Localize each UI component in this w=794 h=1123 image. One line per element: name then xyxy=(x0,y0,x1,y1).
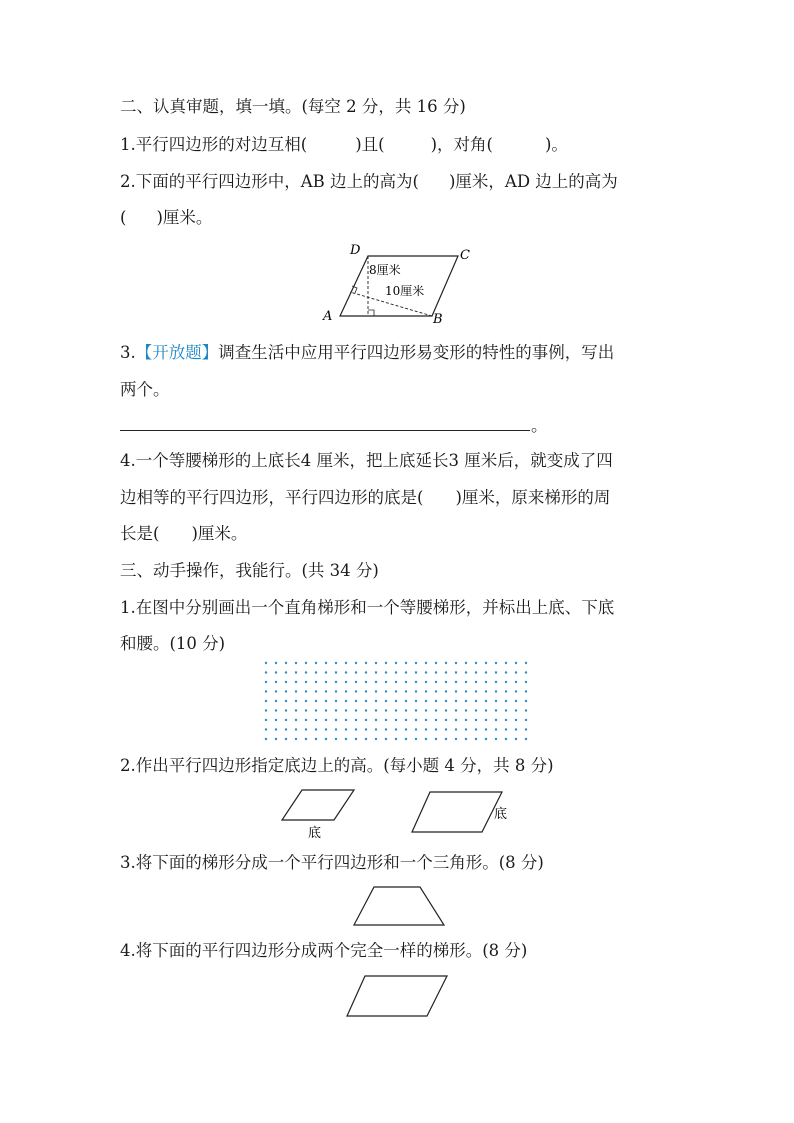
grid-dot xyxy=(445,671,447,673)
section2-title: 二、认真审题，填一填。(每空 2 分，共 16 分) xyxy=(120,97,466,116)
vertex-b: B xyxy=(433,312,443,327)
grid-dot xyxy=(505,728,507,730)
grid-dot xyxy=(335,690,337,692)
grid-dot xyxy=(505,690,507,692)
grid-dot xyxy=(495,700,497,702)
grid-dot xyxy=(395,671,397,673)
grid-dot xyxy=(475,719,477,721)
trapezoid-figure xyxy=(352,885,446,929)
grid-dot xyxy=(395,690,397,692)
grid-dot xyxy=(335,662,337,664)
q2-2-text-b: )厘米，AD 边上的高为 xyxy=(448,172,618,191)
grid-dot xyxy=(475,738,477,740)
grid-dot xyxy=(295,738,297,740)
grid-dot xyxy=(405,662,407,664)
grid-dot xyxy=(345,681,347,683)
q2-4-text-b: )厘米，原来梯形的周 xyxy=(455,488,611,507)
grid-dot xyxy=(285,681,287,683)
grid-dot xyxy=(405,738,407,740)
grid-dot xyxy=(355,671,357,673)
grid-dot xyxy=(525,662,527,664)
grid-dot xyxy=(425,738,427,740)
grid-dot xyxy=(415,690,417,692)
grid-dot xyxy=(365,662,367,664)
grid-dot xyxy=(295,671,297,673)
grid-dot xyxy=(475,709,477,711)
grid-dot xyxy=(325,719,327,721)
grid-dot xyxy=(285,719,287,721)
grid-dot xyxy=(275,738,277,740)
grid-dot xyxy=(375,738,377,740)
grid-dot xyxy=(335,671,337,673)
q2-4-line1: 4.一个等腰梯形的上底长4 厘米，把上底延长3 厘米后，就变成了四 xyxy=(120,451,613,470)
grid-dot xyxy=(305,690,307,692)
grid-dot xyxy=(345,738,347,740)
grid-dot xyxy=(425,671,427,673)
grid-dot xyxy=(295,662,297,664)
q3-3-text: 3.将下面的梯形分成一个平行四边形和一个三角形。(8 分) xyxy=(120,853,544,872)
right-angle-mark xyxy=(368,310,374,316)
grid-dot xyxy=(415,719,417,721)
grid-dot xyxy=(525,738,527,740)
grid-dot xyxy=(425,681,427,683)
grid-dot xyxy=(325,681,327,683)
grid-dot xyxy=(415,671,417,673)
grid-dot xyxy=(375,681,377,683)
q2-1-text-d: )。 xyxy=(544,135,568,154)
grid-dot xyxy=(525,681,527,683)
grid-dot xyxy=(275,690,277,692)
grid-dot xyxy=(375,690,377,692)
base-label: 底 xyxy=(308,826,322,841)
grid-dot xyxy=(325,738,327,740)
grid-dot xyxy=(395,662,397,664)
grid-dot xyxy=(455,671,457,673)
grid-dot xyxy=(515,738,517,740)
grid-dot xyxy=(375,728,377,730)
grid-dot xyxy=(445,719,447,721)
grid-dot xyxy=(265,709,267,711)
grid-dot xyxy=(355,690,357,692)
grid-dot xyxy=(505,719,507,721)
grid-dot xyxy=(455,709,457,711)
grid-dot xyxy=(475,700,477,702)
grid-dot xyxy=(455,738,457,740)
q2-1-text-c: )，对角( xyxy=(430,135,493,154)
grid-dot xyxy=(395,728,397,730)
grid-dot xyxy=(365,681,367,683)
grid-dot xyxy=(365,700,367,702)
grid-dot xyxy=(345,662,347,664)
grid-dot xyxy=(385,728,387,730)
grid-dot xyxy=(465,662,467,664)
grid-dot xyxy=(335,728,337,730)
q3-2-text: 2.作出平行四边形指定底边上的高。(每小题 4 分，共 8 分) xyxy=(120,756,554,775)
grid-dot xyxy=(495,662,497,664)
grid-dot xyxy=(495,719,497,721)
grid-dot xyxy=(325,728,327,730)
open-question-tag: 【开放题】 xyxy=(135,343,219,362)
grid-dot xyxy=(295,719,297,721)
grid-dot xyxy=(265,700,267,702)
grid-dot xyxy=(405,719,407,721)
grid-dot xyxy=(295,700,297,702)
grid-dot xyxy=(455,719,457,721)
grid-dot xyxy=(475,662,477,664)
grid-dot xyxy=(525,709,527,711)
grid-dot xyxy=(315,709,317,711)
q2-4-text-c: 长是( xyxy=(120,524,160,543)
grid-dot xyxy=(455,728,457,730)
grid-dot xyxy=(335,709,337,711)
grid-dot xyxy=(335,700,337,702)
grid-dot xyxy=(465,671,467,673)
grid-dot xyxy=(485,671,487,673)
grid-dot xyxy=(505,700,507,702)
q2-2-line2 xyxy=(120,210,212,227)
grid-dot xyxy=(345,671,347,673)
grid-dot xyxy=(305,681,307,683)
grid-dot xyxy=(525,728,527,730)
grid-dot xyxy=(285,662,287,664)
grid-dot xyxy=(465,709,467,711)
grid-dot xyxy=(275,709,277,711)
grid-dot xyxy=(415,681,417,683)
grid-dot xyxy=(375,700,377,702)
grid-dot xyxy=(315,671,317,673)
grid-dot xyxy=(435,681,437,683)
grid-dot xyxy=(285,738,287,740)
grid-dot xyxy=(375,719,377,721)
height-label-10: 10厘米 xyxy=(385,284,425,298)
grid-dot xyxy=(355,719,357,721)
grid-dot xyxy=(495,671,497,673)
grid-dot xyxy=(475,671,477,673)
grid-dot xyxy=(465,719,467,721)
grid-dot xyxy=(475,681,477,683)
grid-dot xyxy=(285,690,287,692)
grid-dot xyxy=(455,690,457,692)
grid-dot xyxy=(365,690,367,692)
grid-dot xyxy=(415,700,417,702)
height-label-8: 8厘米 xyxy=(369,263,401,277)
grid-dot xyxy=(405,709,407,711)
grid-dot xyxy=(445,738,447,740)
grid-dot xyxy=(275,700,277,702)
q2-2-text-d: )厘米。 xyxy=(156,208,213,227)
grid-dot xyxy=(295,681,297,683)
grid-dot xyxy=(275,671,277,673)
grid-dot xyxy=(395,738,397,740)
grid-dot xyxy=(405,728,407,730)
grid-dot xyxy=(325,700,327,702)
grid-dot xyxy=(355,681,357,683)
grid-dot xyxy=(435,662,437,664)
grid-dot xyxy=(355,728,357,730)
grid-dot xyxy=(495,681,497,683)
parallelogram-figure-3 xyxy=(345,974,449,1018)
grid-dot xyxy=(335,738,337,740)
grid-dot xyxy=(375,662,377,664)
grid-dot xyxy=(305,738,307,740)
grid-dot xyxy=(415,709,417,711)
grid-dot xyxy=(485,700,487,702)
grid-dot xyxy=(315,738,317,740)
grid-dot xyxy=(285,728,287,730)
grid-dot xyxy=(265,738,267,740)
grid-dot xyxy=(425,728,427,730)
grid-dot xyxy=(485,719,487,721)
grid-dot xyxy=(345,728,347,730)
grid-dot xyxy=(515,690,517,692)
grid-dot xyxy=(295,728,297,730)
grid-dot xyxy=(505,671,507,673)
grid-dot xyxy=(455,681,457,683)
grid-dot xyxy=(385,700,387,702)
grid-dot xyxy=(305,728,307,730)
grid-dot xyxy=(485,738,487,740)
grid-dot xyxy=(265,662,267,664)
grid-dot xyxy=(385,690,387,692)
grid-dot xyxy=(315,690,317,692)
grid-dot xyxy=(435,671,437,673)
parallelogram-figure-1 xyxy=(280,788,360,843)
q2-1-text-b: )且( xyxy=(355,135,385,154)
grid-dot xyxy=(365,671,367,673)
grid-dot xyxy=(505,681,507,683)
grid-dot xyxy=(385,671,387,673)
grid-dot xyxy=(495,690,497,692)
grid-dot xyxy=(485,681,487,683)
q2-3-line2: 两个。 xyxy=(120,380,170,399)
grid-dot xyxy=(405,700,407,702)
grid-dot xyxy=(525,671,527,673)
grid-dot xyxy=(505,709,507,711)
grid-dot xyxy=(385,681,387,683)
grid-dot xyxy=(505,662,507,664)
grid-dot xyxy=(315,662,317,664)
grid-dot xyxy=(375,671,377,673)
grid-dot xyxy=(445,681,447,683)
grid-dot xyxy=(335,681,337,683)
q3-1-line2: 和腰。(10 分) xyxy=(120,634,226,653)
grid-dot xyxy=(315,728,317,730)
grid-dot xyxy=(455,662,457,664)
vertex-a: A xyxy=(323,309,333,324)
dot-grid[interactable] xyxy=(264,661,528,741)
grid-dot xyxy=(275,662,277,664)
grid-dot xyxy=(325,709,327,711)
grid-dot xyxy=(325,671,327,673)
grid-dot xyxy=(485,662,487,664)
grid-dot xyxy=(355,700,357,702)
q2-1 xyxy=(120,137,568,154)
grid-dot xyxy=(515,681,517,683)
grid-dot xyxy=(385,709,387,711)
grid-dot xyxy=(305,700,307,702)
grid-dot xyxy=(435,728,437,730)
grid-dot xyxy=(345,690,347,692)
grid-dot xyxy=(275,719,277,721)
grid-dot xyxy=(365,728,367,730)
grid-dot xyxy=(305,671,307,673)
grid-dot xyxy=(265,671,267,673)
grid-dot xyxy=(525,690,527,692)
grid-dot xyxy=(355,738,357,740)
grid-dot xyxy=(285,671,287,673)
grid-dot xyxy=(285,709,287,711)
grid-dot xyxy=(285,700,287,702)
grid-dot xyxy=(355,662,357,664)
grid-dot xyxy=(315,719,317,721)
grid-dot xyxy=(385,719,387,721)
grid-dot xyxy=(465,728,467,730)
q2-3-text: 调查生活中应用平行四边形易变形的特性的事例，写出 xyxy=(218,343,615,362)
q2-4-line2 xyxy=(120,490,610,507)
grid-dot xyxy=(425,700,427,702)
grid-dot xyxy=(475,728,477,730)
q3-4-text: 4.将下面的平行四边形分成两个完全一样的梯形。(8 分) xyxy=(120,941,528,960)
grid-dot xyxy=(485,709,487,711)
grid-dot xyxy=(485,690,487,692)
grid-dot xyxy=(435,719,437,721)
grid-dot xyxy=(495,738,497,740)
grid-dot xyxy=(515,662,517,664)
vertex-d: D xyxy=(350,243,361,258)
grid-dot xyxy=(365,709,367,711)
grid-dot xyxy=(315,700,317,702)
grid-dot xyxy=(305,662,307,664)
grid-dot xyxy=(365,719,367,721)
grid-dot xyxy=(405,671,407,673)
grid-dot xyxy=(405,690,407,692)
grid-dot xyxy=(395,681,397,683)
parallelogram-shape xyxy=(412,792,502,832)
grid-dot xyxy=(345,700,347,702)
grid-dot xyxy=(415,728,417,730)
grid-dot xyxy=(265,728,267,730)
parallelogram-shape xyxy=(347,976,447,1016)
grid-dot xyxy=(345,709,347,711)
grid-dot xyxy=(515,728,517,730)
grid-dot xyxy=(495,728,497,730)
grid-dot xyxy=(325,690,327,692)
grid-dot xyxy=(505,738,507,740)
q3-1-line1: 1.在图中分别画出一个直角梯形和一个等腰梯形，并标出上底、下底 xyxy=(120,598,615,617)
grid-dot xyxy=(445,690,447,692)
grid-dot xyxy=(375,709,377,711)
grid-dot xyxy=(485,728,487,730)
grid-dot xyxy=(305,719,307,721)
grid-dot xyxy=(345,719,347,721)
grid-dot xyxy=(415,738,417,740)
grid-dot xyxy=(445,662,447,664)
grid-dot xyxy=(445,728,447,730)
grid-dot xyxy=(265,690,267,692)
grid-dot xyxy=(465,681,467,683)
answer-line[interactable] xyxy=(120,430,530,431)
grid-dot xyxy=(395,709,397,711)
grid-dot xyxy=(515,671,517,673)
grid-dot xyxy=(365,738,367,740)
q2-3-line1 xyxy=(120,345,614,362)
q2-2-text-a: 2.下面的平行四边形中，AB 边上的高为( xyxy=(120,172,419,191)
grid-dot xyxy=(525,700,527,702)
trapezoid-shape xyxy=(354,887,444,925)
grid-dot xyxy=(315,681,317,683)
grid-dot xyxy=(465,738,467,740)
grid-dot xyxy=(275,681,277,683)
grid-dot xyxy=(395,719,397,721)
q2-4-text-a: 边相等的平行四边形，平行四边形的底是( xyxy=(120,488,424,507)
grid-dot xyxy=(335,719,337,721)
grid-dot xyxy=(445,700,447,702)
grid-dot xyxy=(305,709,307,711)
grid-dot xyxy=(455,700,457,702)
grid-dot xyxy=(435,738,437,740)
grid-dot xyxy=(425,709,427,711)
q2-2-text-c: ( xyxy=(120,208,127,227)
grid-dot xyxy=(325,662,327,664)
grid-dot xyxy=(435,709,437,711)
q2-4-text-d: )厘米。 xyxy=(191,524,248,543)
grid-dot xyxy=(525,719,527,721)
grid-dot xyxy=(425,662,427,664)
grid-dot xyxy=(475,690,477,692)
q2-3-number: 3. xyxy=(120,343,136,362)
grid-dot xyxy=(495,709,497,711)
grid-dot xyxy=(465,690,467,692)
grid-dot xyxy=(265,719,267,721)
grid-dot xyxy=(445,709,447,711)
grid-dot xyxy=(515,719,517,721)
grid-dot xyxy=(275,728,277,730)
grid-dot xyxy=(465,700,467,702)
grid-dot xyxy=(515,709,517,711)
grid-dot xyxy=(425,719,427,721)
grid-dot xyxy=(435,700,437,702)
grid-dot xyxy=(435,690,437,692)
q2-2-line1 xyxy=(120,174,618,191)
grid-dot xyxy=(385,738,387,740)
answer-line-end: 。 xyxy=(531,416,548,435)
q2-1-text-a: 1.平行四边形的对边互相( xyxy=(120,135,308,154)
grid-dot xyxy=(295,709,297,711)
vertex-c: C xyxy=(460,248,470,263)
parallelogram-shape xyxy=(282,790,354,820)
grid-dot xyxy=(295,690,297,692)
grid-dot xyxy=(265,681,267,683)
grid-dot xyxy=(355,709,357,711)
section3-title: 三、动手操作，我能行。(共 34 分) xyxy=(120,561,379,580)
grid-dot xyxy=(415,662,417,664)
parallelogram-figure xyxy=(320,240,480,330)
grid-dot xyxy=(385,662,387,664)
q2-4-line3 xyxy=(120,526,247,543)
grid-dot xyxy=(515,700,517,702)
grid-dot xyxy=(395,700,397,702)
parallelogram-figure-2 xyxy=(410,790,520,840)
grid-dot xyxy=(425,690,427,692)
base-label: 底 xyxy=(494,807,508,822)
grid-dot xyxy=(405,681,407,683)
